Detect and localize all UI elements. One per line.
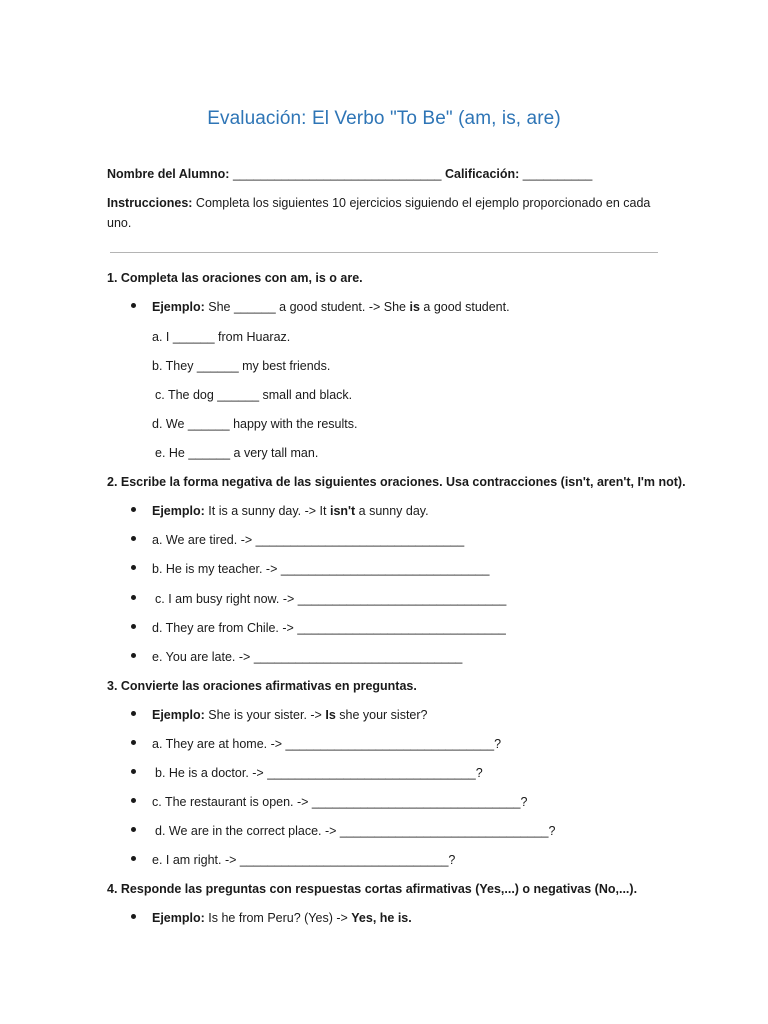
section-3-example: Ejemplo: She is your sister. -> Is she your sister? — [152, 708, 428, 722]
list-item: d. We are in the correct place. -> ______________________________? — [155, 824, 556, 838]
list-item: a. They are at home. -> ______________________________? — [152, 737, 502, 751]
bullet-icon — [131, 303, 136, 308]
list-item: d. They are from Chile. -> ______________________________ — [152, 621, 506, 635]
page-title: Evaluación: El Verbo "To Be" (am, is, are) — [207, 108, 561, 129]
section-3-heading: 3. Convierte las oraciones afirmativas en preguntas. — [107, 679, 417, 693]
instructions-label: Instrucciones: — [107, 196, 193, 210]
section-4-heading: 4. Responde las preguntas con respuestas cortas afirmativas (Yes,...) o negativas (No,...). — [107, 882, 638, 896]
section-4-example: Ejemplo: Is he from Peru? (Yes) -> Yes, he is. — [152, 911, 412, 925]
list-item: e. You are late. -> ______________________________ — [152, 650, 463, 664]
section-2-example: Ejemplo: It is a sunny day. -> It isn't a sunny day. — [152, 504, 429, 518]
list-item: a. We are tired. -> ______________________________ — [152, 533, 465, 547]
section-1-heading: 1. Completa las oraciones con am, is o are. — [107, 271, 363, 285]
bullet-icon — [131, 798, 136, 803]
bullet-icon — [131, 856, 136, 861]
bullet-icon — [131, 507, 136, 512]
bullet-icon — [131, 536, 136, 541]
example-label: Ejemplo: — [152, 708, 205, 722]
name-label: Nombre del Alumno: — [107, 167, 230, 181]
bullet-icon — [131, 653, 136, 658]
list-item: b. He is my teacher. -> ______________________________ — [152, 562, 490, 576]
bullet-icon — [131, 740, 136, 745]
example-label: Ejemplo: — [152, 300, 205, 314]
bullet-icon — [131, 711, 136, 716]
instructions — [107, 193, 667, 233]
list-item: e. He ______ a very tall man. — [155, 446, 319, 460]
grade-blank: __________ — [519, 167, 593, 181]
student-header — [107, 166, 592, 182]
list-item: e. I am right. -> ______________________________? — [152, 853, 456, 867]
list-item: c. The dog ______ small and black. — [155, 388, 353, 402]
list-item: c. The restaurant is open. -> ______________________________? — [152, 795, 528, 809]
bullet-icon — [131, 914, 136, 919]
bullet-icon — [131, 769, 136, 774]
list-item: b. He is a doctor. -> ______________________________? — [155, 766, 483, 780]
name-blank: ______________________________ — [229, 167, 442, 181]
list-item: c. I am busy right now. -> ______________________________ — [155, 592, 507, 606]
instructions-text: Completa los siguientes 10 ejercicios siguiendo el ejemplo proporcionado en cada uno. — [107, 196, 651, 230]
bullet-icon — [131, 595, 136, 600]
example-label: Ejemplo: — [152, 504, 205, 518]
list-item: b. They ______ my best friends. — [152, 359, 331, 373]
bullet-icon — [131, 827, 136, 832]
bullet-icon — [131, 565, 136, 570]
list-item: a. I ______ from Huaraz. — [152, 330, 291, 344]
list-item: d. We ______ happy with the results. — [152, 417, 358, 431]
grade-label: Calificación: — [444, 167, 520, 181]
section-1-example: Ejemplo: She ______ a good student. -> She is a good student. — [152, 300, 510, 314]
section-2-heading: 2. Escribe la forma negativa de las siguientes oraciones. Usa contracciones (isn't, aren't, I'm not). — [107, 475, 686, 489]
bullet-icon — [131, 624, 136, 629]
horizontal-divider — [110, 252, 658, 253]
example-label: Ejemplo: — [152, 911, 205, 925]
